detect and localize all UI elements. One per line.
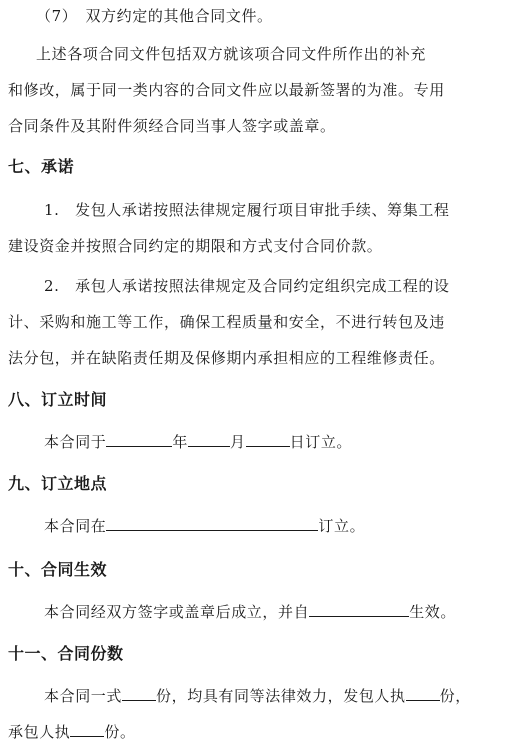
signing-place-prefix: 本合同在 <box>44 517 107 535</box>
supplement-paragraph-line-3: 合同条件及其附件须经合同当事人签字或盖章。 <box>8 117 336 135</box>
section-9-title: 九、订立地点 <box>8 474 108 493</box>
contractor-copies-blank[interactable] <box>70 722 104 737</box>
contractor-copies-suffix: 份。 <box>104 723 136 741</box>
effective-prefix: 本合同经双方签字或盖章后成立，并自 <box>44 603 310 621</box>
section-7-title: 七、承诺 <box>8 157 75 176</box>
copies-middle: 份，均具有同等法律效力，发包人执 <box>156 687 406 705</box>
copies-line-1 <box>44 686 471 706</box>
month-blank[interactable] <box>188 432 230 447</box>
effective-suffix: 生效。 <box>409 603 457 621</box>
signing-date-line <box>44 432 352 452</box>
commitment-2-line-3: 法分包，并在缺陷责任期及保修期内承担相应的工程维修责任。 <box>8 349 445 367</box>
section-8-title: 八、订立时间 <box>8 390 108 409</box>
section-11-title: 十一、合同份数 <box>8 644 124 663</box>
total-copies-blank[interactable] <box>122 686 156 701</box>
commitment-1-line-1: 1. 发包人承诺按照法律规定履行项目审批手续、筹集工程 <box>44 201 450 219</box>
commitment-2-line-1: 2. 承包人承诺按照法律规定及合同约定组织完成工程的设 <box>44 277 450 295</box>
commitment-1-line-2: 建设资金并按照合同约定的期限和方式支付合同价款。 <box>8 237 383 255</box>
year-label: 年 <box>172 433 189 451</box>
contractor-copies-prefix: 承包人执 <box>8 723 71 741</box>
copies-prefix: 本合同一式 <box>44 687 123 705</box>
day-blank[interactable] <box>246 432 290 447</box>
month-label: 月 <box>230 433 246 451</box>
commitment-2-line-2: 计、采购和施工等工作，确保工程质量和安全，不进行转包及违 <box>8 313 445 331</box>
signing-date-prefix: 本合同于 <box>44 433 107 451</box>
effective-line <box>44 602 456 622</box>
signing-date-suffix: 日订立。 <box>289 433 353 451</box>
supplement-paragraph-line-1: 上述各项合同文件包括双方就该项合同文件所作出的补充 <box>36 45 427 63</box>
signing-place-suffix: 订立。 <box>318 517 366 535</box>
clause-7: （7） 双方约定的其他合同文件。 <box>36 7 273 25</box>
copies-end: 份， <box>439 687 471 705</box>
section-10-title: 十、合同生效 <box>8 560 108 579</box>
employer-copies-blank[interactable] <box>406 686 440 701</box>
effective-blank[interactable] <box>309 602 409 617</box>
copies-line-2 <box>8 722 136 742</box>
place-blank[interactable] <box>106 516 318 531</box>
signing-place-line <box>44 516 365 536</box>
supplement-paragraph-line-2: 和修改，属于同一类内容的合同文件应以最新签署的为准。专用 <box>8 81 445 99</box>
year-blank[interactable] <box>106 432 172 447</box>
